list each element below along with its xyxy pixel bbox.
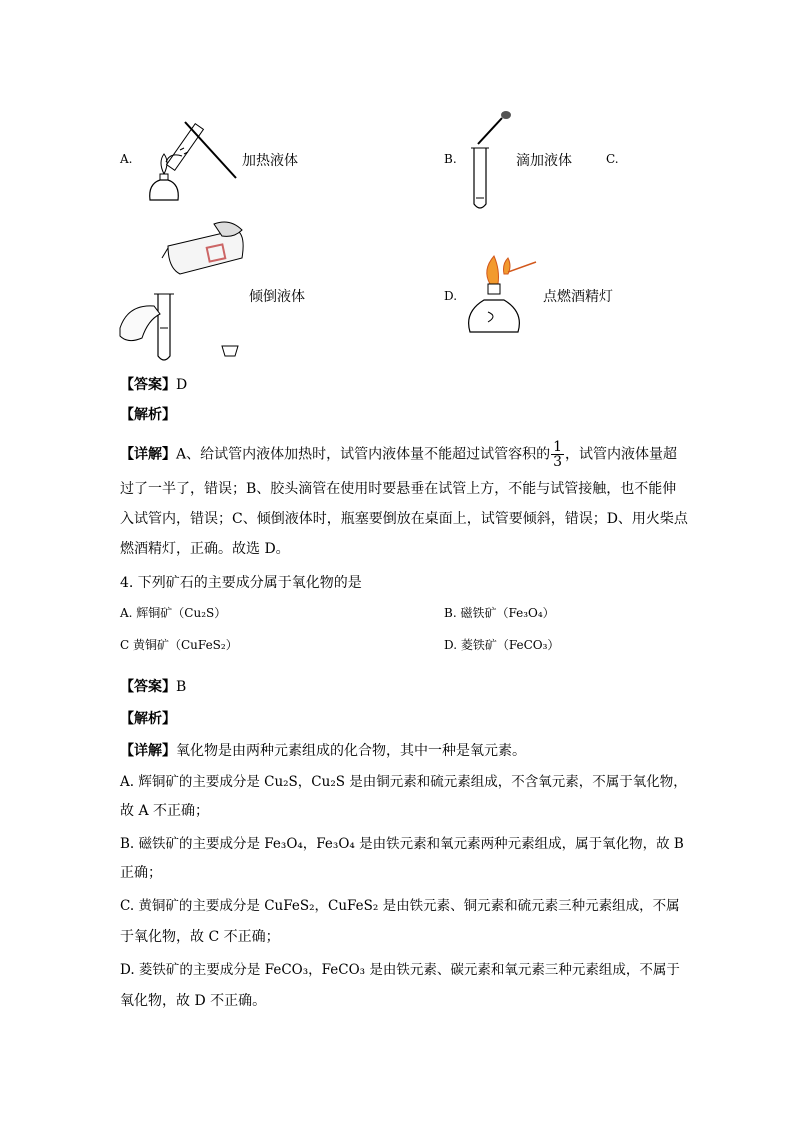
q4-analysis-tag: 【解析】 <box>120 711 176 727</box>
q4-detail-c2: 于氧化物，故 C 不正确； <box>120 929 280 945</box>
q4-option-c: C 黄铜矿（CuFeS₂） <box>120 638 238 652</box>
q3-answer: 【答案】D <box>120 377 188 393</box>
option-d-label: 点燃酒精灯 <box>543 289 613 305</box>
pouring-liquid-figure <box>118 218 248 368</box>
q4-detail-b2: 正确； <box>120 865 162 881</box>
option-c-letter: C. <box>606 152 619 166</box>
fraction-one-third: $\frac{1}{3}$ <box>553 439 563 470</box>
q4-detail-a1: A. 辉铜矿的主要成分是 Cu₂S，Cu₂S 是由铜元素和硫元素组成，不含氧元素，不属于氧化物， <box>120 774 687 790</box>
q4-detail-intro: 【详解】氧化物是由两种元素组成的化合物，其中一种是氧元素。 <box>120 743 526 759</box>
option-d-letter: D. <box>444 289 458 303</box>
q3-detail-line1: 【详解】A、给试管内液体加热时，试管内液体量不能超过试管容积的 $\frac{1}{3}$ ，试管内液体量超 <box>120 439 678 470</box>
q4-detail-d2: 氧化物，故 D 不正确。 <box>120 993 267 1009</box>
q4-option-d: D. 菱铁矿（FeCO₃） <box>444 638 560 652</box>
q4-option-b: B. 磁铁矿（Fe₃O₄） <box>444 606 555 620</box>
q3-detail-line4: 燃酒精灯，正确。故选 D。 <box>120 541 290 557</box>
heating-liquid-figure <box>140 112 240 212</box>
option-b-label: 滴加液体 <box>516 153 572 169</box>
q3-analysis-tag: 【解析】 <box>120 407 176 423</box>
lighting-lamp-figure <box>464 252 544 340</box>
q4-detail-d1: D. 菱铁矿的主要成分是 FeCO₃，FeCO₃ 是由铁元素、碳元素和氧元素三种元素组成，不属于 <box>120 962 680 978</box>
q3-detail-line2: 过了一半了，错误；B、胶头滴管在使用时要悬垂在试管上方，不能与试管接触，也不能伸 <box>120 481 677 497</box>
q4-question: 4. 下列矿石的主要成分属于氧化物的是 <box>120 575 362 591</box>
dropper-figure <box>468 110 518 215</box>
q4-answer: 【答案】B <box>120 679 187 695</box>
q4-detail-b1: B. 磁铁矿的主要成分是 Fe₃O₄，Fe₃O₄ 是由铁元素和氧元素两种元素组成，属于氧化物，故 B <box>120 836 684 852</box>
option-b-letter: B. <box>444 152 457 166</box>
q3-detail-line3: 入试管内，错误；C、倾倒液体时，瓶塞要倒放在桌面上，试管要倾斜，错误；D、用火柴点 <box>120 511 688 527</box>
option-a-letter: A. <box>120 152 133 166</box>
option-c-label: 倾倒液体 <box>249 289 305 305</box>
option-a-label: 加热液体 <box>242 153 298 169</box>
q4-option-a: A. 辉铜矿（Cu₂S） <box>120 606 227 620</box>
q4-detail-a2: 故 A 不正确； <box>120 803 210 819</box>
q4-detail-c1: C. 黄铜矿的主要成分是 CuFeS₂，CuFeS₂ 是由铁元素、铜元素和硫元素三种元素组成，不属 <box>120 898 680 914</box>
